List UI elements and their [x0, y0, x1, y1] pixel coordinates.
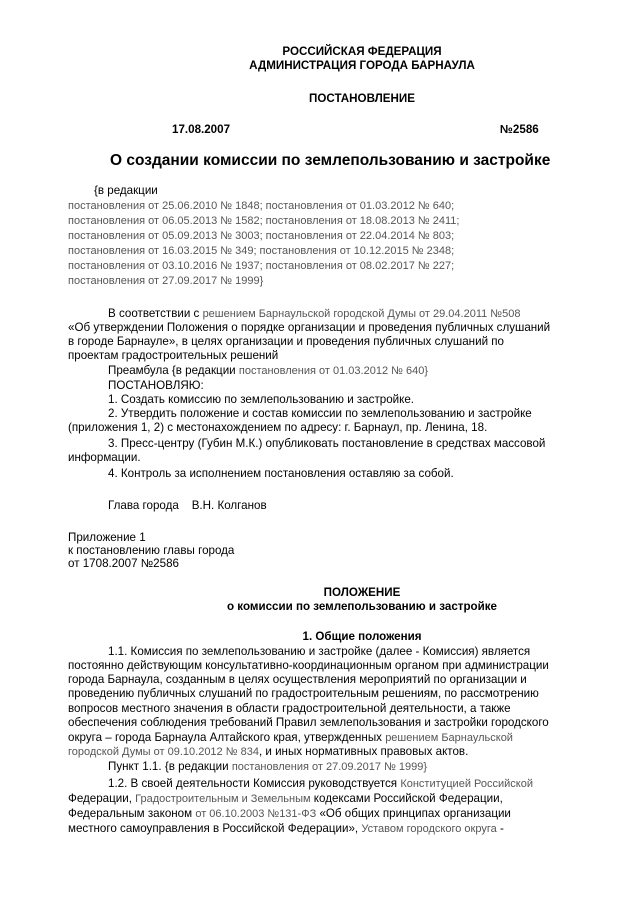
signature: Глава города В.Н. Колганов	[108, 499, 267, 512]
preamble-edition-note: Преамбула {в редакции постановления от 01.03.2012 № 640}	[108, 364, 428, 377]
rules-decision-link-cont[interactable]: городской Думы от 09.10.2012 № 834	[68, 746, 259, 758]
decision-link[interactable]: решением Барнаульской городской Думы от 29.04.2011 №508	[202, 308, 521, 320]
preamble-line-3: в городе Барнауле», в целях организации и проведения публичных слушаний по	[68, 335, 504, 348]
item-2-line-2: (приложения 1, 2) с местонахождением по адресу: г. Барнаул, пр. Ленина, 18.	[68, 421, 488, 434]
revision-line[interactable]: постановления от 05.09.2013 № 3003; постановления от 22.04.2014 № 803;	[68, 230, 455, 242]
item-1: 1. Создать комиссию по землепользованию и застройке.	[108, 393, 415, 406]
preamble-line-4: проектам градостроительных решений	[68, 349, 279, 362]
revision-line[interactable]: постановления от 16.03.2015 № 349; постановления от 10.12.2015 № 2348;	[68, 245, 455, 257]
document-type: ПОСТАНОВЛЕНИЕ	[309, 92, 415, 105]
item-3-line-1: 3. Пресс-центру (Губин М.К.) опубликовать постановление в средствах массовой	[108, 437, 546, 450]
paragraph-1-1-line: проведению публичных слушаний по градостроительным решениям, по рассмотрению	[68, 687, 539, 700]
regulation-title: ПОЛОЖЕНИЕ	[323, 586, 401, 599]
preamble-line-2: «Об утверждении Положения о порядке организации и проведения публичных слушаний	[68, 321, 551, 334]
appendix-line-1: Приложение 1	[68, 531, 146, 544]
revision-line[interactable]: постановления от 27.09.2017 № 1999}	[68, 275, 264, 287]
edition-link[interactable]: постановления от 01.03.2012 № 640}	[238, 365, 428, 377]
document-title: О создании комиссии по землепользованию и застройке	[110, 152, 551, 169]
paragraph-1-2-line: 1.2. В своей деятельности Комиссия руководствуется Конституцией Российской	[108, 777, 533, 790]
appendix-line-3: от 1708.2007 №2586	[68, 557, 179, 570]
paragraph-1-1-line: округа – города Барнаула Алтайского края, утвержденных решением Барнаульской	[68, 731, 513, 744]
paragraph-1-2-line: местного самоуправления в Российской Федерации», Уставом городского округа -	[68, 822, 504, 835]
paragraph-1-1-line: обеспечения соблюдения требований Правил землепользования и застройки городского	[68, 716, 549, 729]
decree-word: ПОСТАНОВЛЯЮ:	[108, 379, 204, 392]
revisions-intro: {в редакции	[94, 184, 158, 197]
codes-link[interactable]: Градостроительным и Земельным	[135, 793, 311, 805]
item-2-line-1: 2. Утвердить положение и состав комиссии по землепользованию и застройке	[108, 407, 532, 420]
paragraph-1-1-line: постоянно действующим консультативно-координационным органом при администрации	[68, 659, 549, 672]
revision-line[interactable]: постановления от 06.05.2013 № 1582; постановления от 18.08.2013 № 2411;	[68, 215, 460, 227]
header-administration: АДМИНИСТРАЦИЯ ГОРОДА БАРНАУЛА	[249, 59, 475, 72]
rules-decision-link[interactable]: решением Барнаульской	[385, 732, 513, 744]
paragraph-1-1-line: 1.1. Комиссия по землепользованию и застройке (далее - Комиссия) является	[108, 645, 531, 658]
paragraph-1-2-line: Федерации, Градостроительным и Земельным кодексами Российской Федерации,	[68, 792, 503, 805]
document-date: 17.08.2007	[172, 123, 231, 136]
constitution-link[interactable]: Конституцией Российской	[400, 778, 533, 790]
paragraph-1-1-line: вопросов местного значения в области градостроительной деятельности, а также	[68, 702, 511, 715]
federal-law-link[interactable]: от 06.10.2003 №131-ФЗ	[195, 808, 317, 820]
item-3-line-2: информации.	[68, 451, 141, 464]
item-4: 4. Контроль за исполнением постановления оставляю за собой.	[108, 467, 454, 480]
paragraph-1-2-line: Федеральным законом от 06.10.2003 №131-ФЗ «Об общих принципах организации	[68, 807, 511, 820]
header-country: РОССИЙСКАЯ ФЕДЕРАЦИЯ	[282, 45, 442, 58]
section-heading: 1. Общие положения	[302, 630, 422, 643]
paragraph-1-1-line: города Барнаула, созданным в целях осуществления мероприятий по организации и	[68, 673, 527, 686]
edition-link[interactable]: постановления от 27.09.2017 № 1999}	[231, 761, 428, 773]
paragraph-1-1-line: городской Думы от 09.10.2012 № 834, и иных нормативных правовых актов.	[68, 745, 469, 758]
appendix-line-2: к постановлению главы города	[68, 544, 235, 557]
revision-line[interactable]: постановления от 25.06.2010 № 1848; постановления от 01.03.2012 № 640;	[68, 200, 455, 212]
preamble-line-1: В соответствии с решением Барнаульской городской Думы от 29.04.2011 №508	[108, 307, 521, 320]
paragraph-1-1-edition-note: Пункт 1.1. {в редакции постановления от 27.09.2017 № 1999}	[108, 760, 428, 773]
charter-link[interactable]: Уставом городского округа	[361, 823, 497, 835]
regulation-subtitle: о комиссии по землепользованию и застройке	[227, 600, 497, 613]
document-number: №2586	[500, 123, 539, 136]
revision-line[interactable]: постановления от 03.10.2016 № 1937; постановления от 08.02.2017 № 227;	[68, 260, 455, 272]
